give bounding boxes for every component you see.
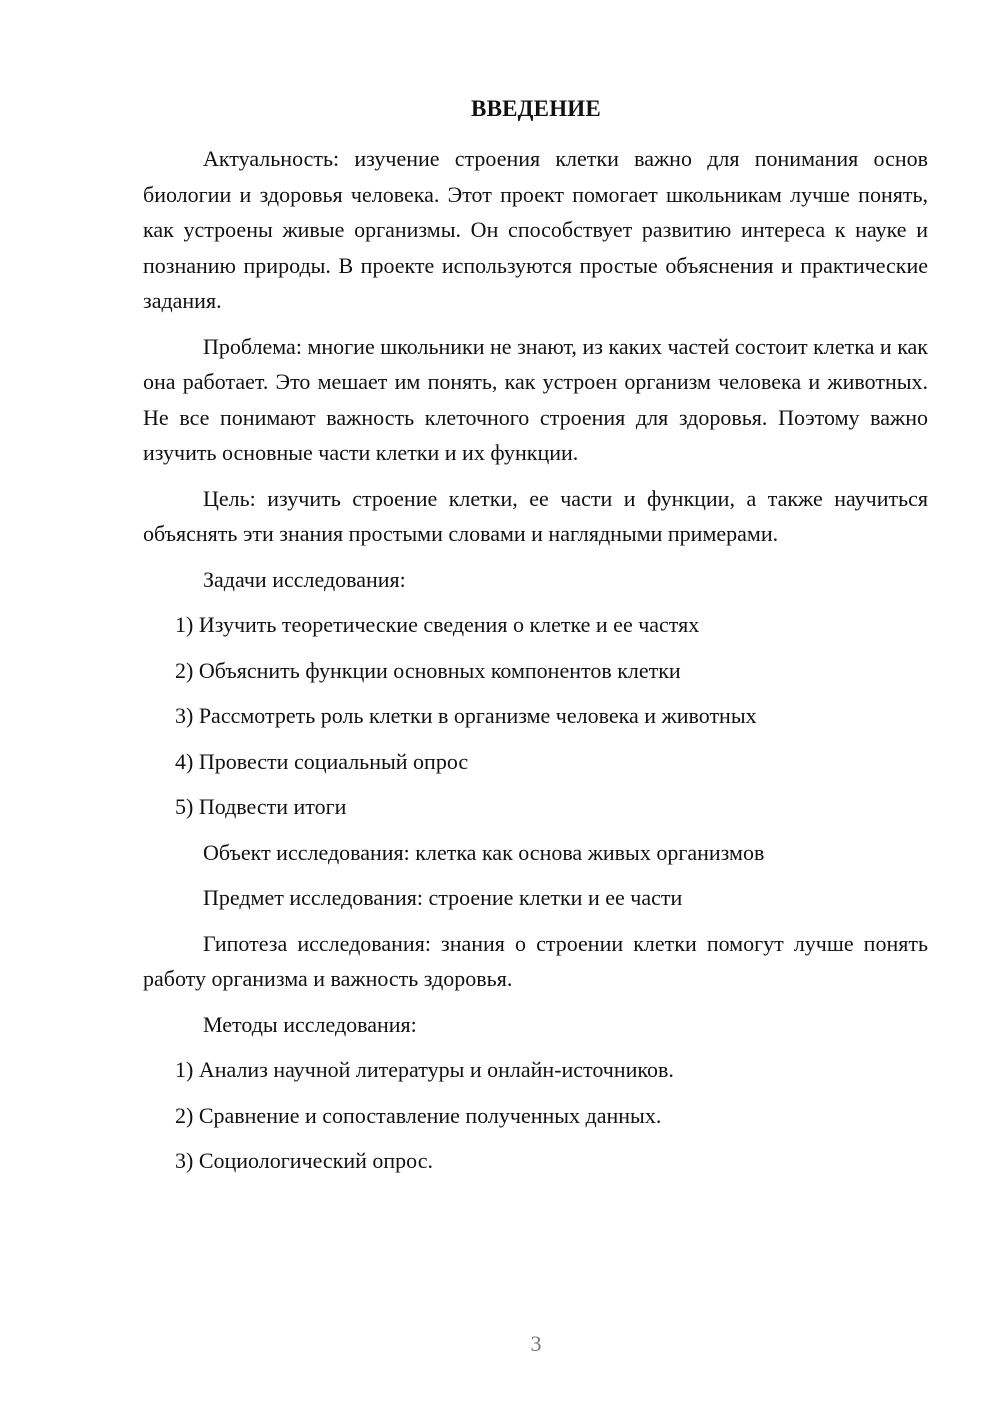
hypothesis-paragraph: Гипотеза исследования: знания о строении клетки помогут лучше понять работу организма и важность здоровья. [143,930,928,991]
methods-heading: Методы исследования: [203,1011,417,1037]
tasks-heading: Задачи исследования: [203,566,406,592]
problem-paragraph: Проблема: многие школьники не знают, из каких частей состоит клетка и как она работает. Это мешает им понять, как устроен организм человека и животных. Не все понимают важность клеточного строения для здоровья. Поэтому важно изучить основные части клетки и их функции. [143,333,928,465]
method-item: 3) Социологический опрос. [175,1148,433,1173]
task-item: 1) Изучить теоретические сведения о клетке и ее частях [175,612,700,637]
goal-paragraph: Цель: изучить строение клетки, ее части и функции, а также научиться объяснять эти знания простыми словами и наглядными примерами. [143,485,928,546]
relevance-paragraph: Актуальность: изучение строения клетки важно для понимания основ биологии и здоровья человека. Этот проект помогает школьникам лучше понять, как устроены живые организмы. Он способствует развитию интереса к науке и познанию природы. В проекте используются простые объяснения и практические задания. [143,146,928,313]
section-title: ВВЕДЕНИЕ [471,96,601,121]
research-subject: Предмет исследования: строение клетки и ее части [203,885,683,910]
research-object: Объект исследования: клетка как основа живых организмов [203,839,765,865]
document-body [143,141,928,1189]
task-item: 4) Провести социальный опрос [175,748,469,774]
task-item: 2) Объяснить функции основных компонентов клетки [175,657,681,683]
task-item: 3) Рассмотреть роль клетки в организме человека и животных [175,703,757,728]
method-item: 2) Сравнение и сопоставление полученных данных. [175,1102,662,1128]
page-number: 3 [530,1331,542,1356]
task-item: 5) Подвести итоги [175,794,347,819]
method-item: 1) Анализ научной литературы и онлайн-источников. [175,1057,674,1082]
